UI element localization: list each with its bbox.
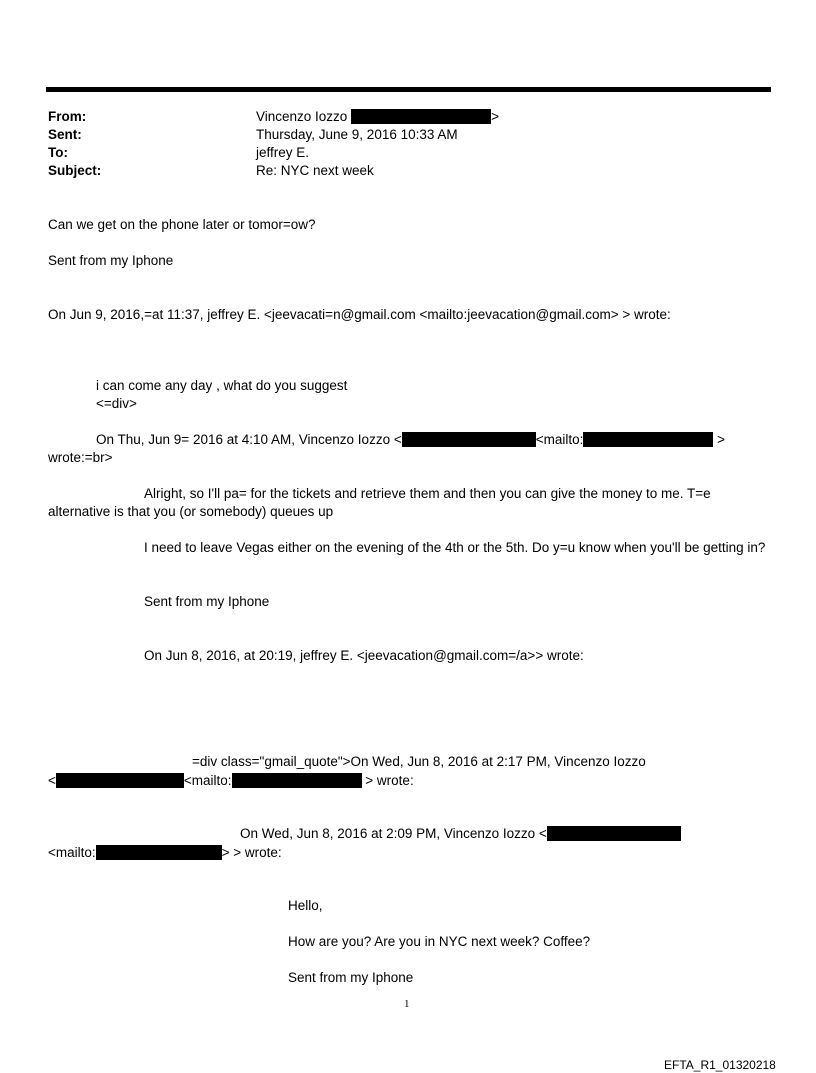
quote-header [96, 432, 725, 448]
redaction-box [351, 109, 491, 124]
page-number: 1 [404, 998, 410, 1010]
body-text: > > wrote: [221, 845, 282, 860]
redaction-box [96, 845, 222, 860]
sent-label: Sent: [48, 127, 82, 142]
to-label: To: [48, 145, 68, 160]
redaction-box [547, 826, 681, 841]
header-rule [46, 87, 771, 92]
body-line: Sent from my Iphone [144, 594, 270, 609]
quote-header [48, 845, 282, 861]
body-line: Sent from my Iphone [48, 253, 174, 268]
body-line: wrote:=br> [48, 450, 113, 465]
body-line: Can we get on the phone later or tomor=ow? [48, 217, 316, 232]
body-line: =div class="gmail_quote">On Wed, Jun 8, 2016 at 2:17 PM, Vincenzo Iozzo [192, 754, 646, 769]
document-id: EFTA_R1_01320218 [664, 1058, 776, 1072]
body-text: <mailto: [535, 432, 584, 447]
from-tail: > [491, 109, 499, 124]
body-text: < [48, 773, 56, 788]
body-text: > wrote: [361, 773, 414, 788]
quote-header [48, 773, 414, 789]
redaction-box [56, 773, 184, 788]
body-line: Hello, [288, 898, 323, 913]
body-line: alternative is that you (or somebody) queues up [48, 504, 334, 519]
redaction-box [402, 432, 536, 447]
body-line: On Jun 9, 2016,=at 11:37, jeffrey E. <jeevacati=n@gmail.com <mailto:jeevacation@gmail.com> > wrote: [48, 307, 671, 322]
body-text: > [713, 432, 726, 447]
body-line: Alright, so I'll pa= for the tickets and retrieve them and then you can give the money to me. T=e [144, 486, 711, 501]
quote-header [240, 826, 681, 842]
from-name: Vincenzo Iozzo [256, 109, 348, 124]
body-text: <mailto: [183, 773, 232, 788]
subject-label: Subject: [48, 163, 102, 178]
body-line: I need to leave Vegas either on the evening of the 4th or the 5th. Do y=u know when you'll be getting in? [144, 540, 766, 555]
from-value [256, 109, 499, 125]
body-text: On Thu, Jun 9= 2016 at 4:10 AM, Vincenzo Iozzo < [96, 432, 402, 447]
body-line: <=div> [96, 396, 137, 411]
redaction-box [583, 432, 713, 447]
redaction-box [232, 773, 362, 788]
body-line: i can come any day , what do you suggest [96, 378, 348, 393]
from-label: From: [48, 109, 87, 124]
body-line: On Jun 8, 2016, at 20:19, jeffrey E. <jeevacation@gmail.com=/a>> wrote: [144, 648, 584, 663]
to-value: jeffrey E. [256, 145, 310, 160]
subject-value: Re: NYC next week [256, 163, 374, 178]
body-text: <mailto: [48, 845, 96, 860]
body-text: On Wed, Jun 8, 2016 at 2:09 PM, Vincenzo Iozzo < [240, 826, 547, 841]
body-line: How are you? Are you in NYC next week? Coffee? [288, 934, 591, 949]
body-line: Sent from my Iphone [288, 970, 414, 985]
sent-value: Thursday, June 9, 2016 10:33 AM [256, 127, 458, 142]
